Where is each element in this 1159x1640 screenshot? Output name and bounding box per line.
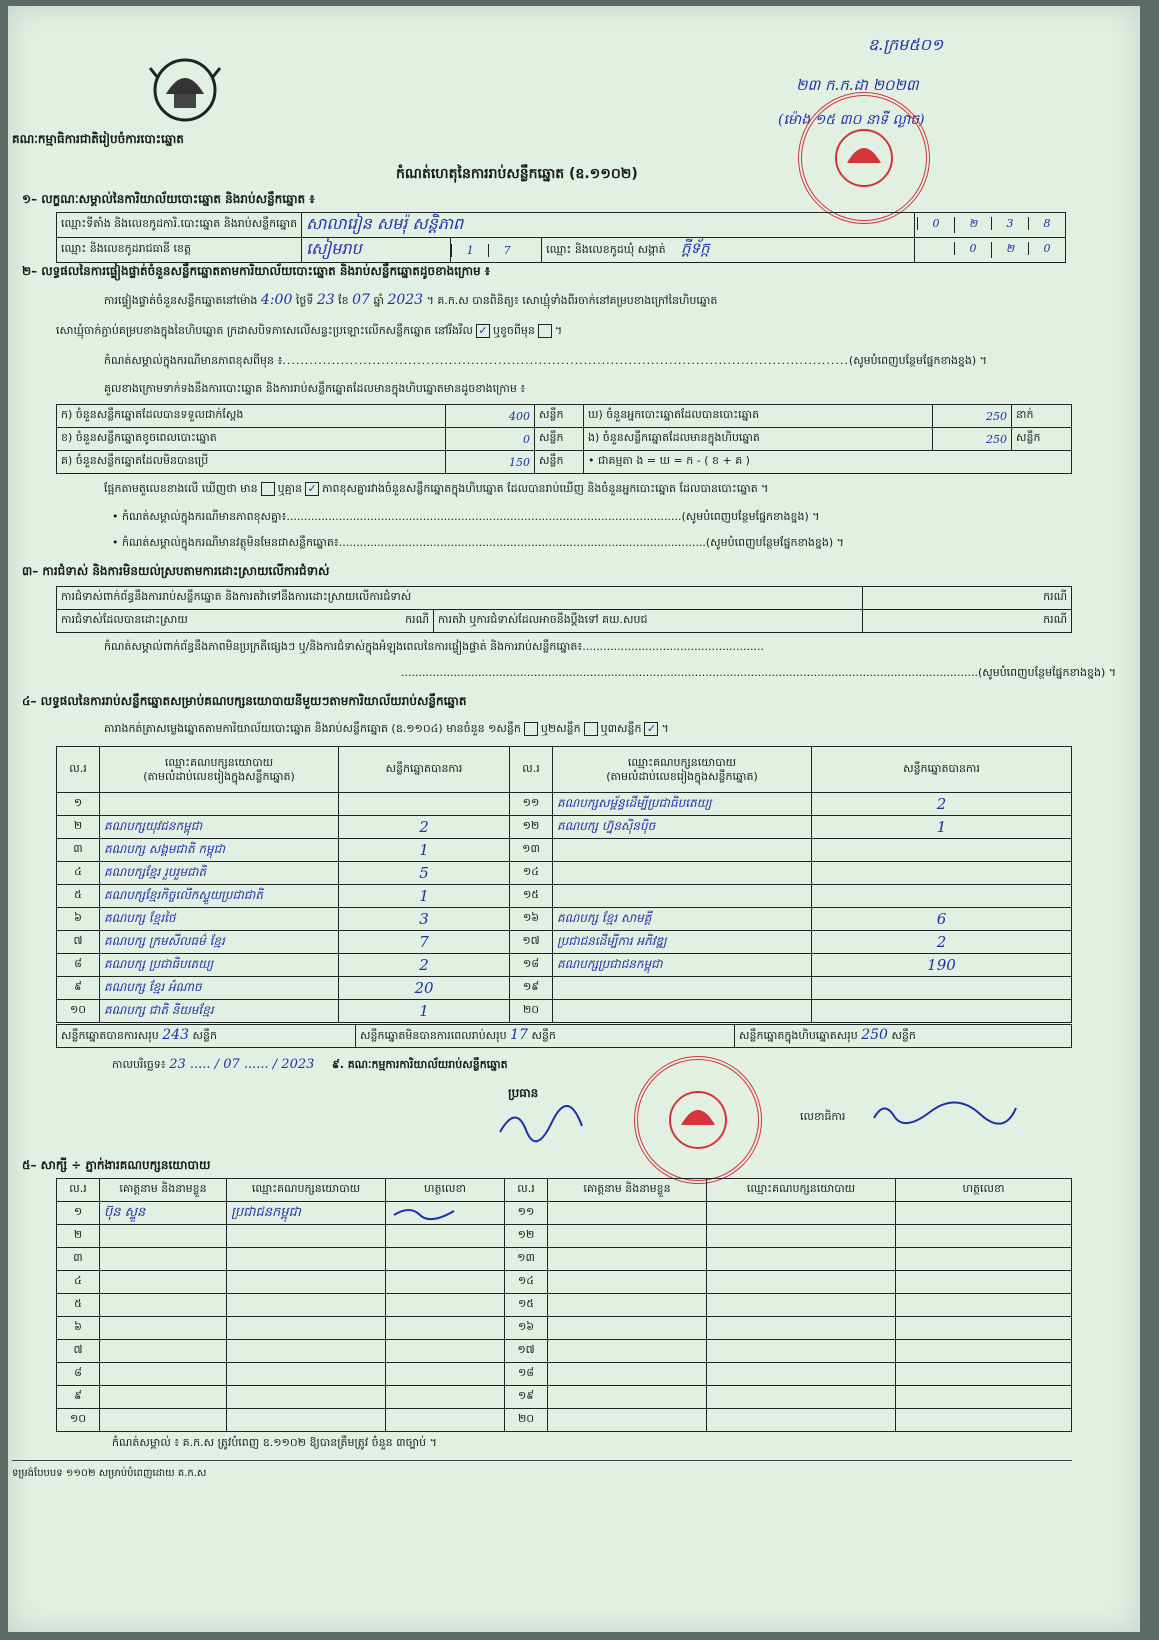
- note1: កំណត់សម្គាល់ក្នុងករណីមានភាពខុសពីមុន ៖..............................................................................................................................(សូមបំពេញបន្ថែមផ្នែកខាងខ្នង) ។: [104, 354, 987, 367]
- witness-name: [548, 1225, 707, 1248]
- party-votes: 2: [812, 793, 1072, 816]
- witness-signature: [896, 1340, 1072, 1363]
- table-row: [57, 793, 1072, 816]
- witness-name: [100, 1225, 227, 1248]
- box-count: 250: [933, 428, 1012, 451]
- bullet2: • កំណត់សម្គាល់ក្នុងករណីមានវត្ថុមិនមែនជាសន្លឹកឆ្នោត៖.........................................................................................................(សូមបំពេញបន្ថែមផ្នែកខាងខ្នង) ។: [112, 536, 844, 549]
- witness-name: [548, 1317, 707, 1340]
- table-row: [57, 839, 1072, 862]
- party-votes: 1: [339, 885, 510, 908]
- witness-signature: [896, 1317, 1072, 1340]
- received-date: ២៣ ក.ក.ដា ២០២៣: [796, 76, 919, 94]
- party-votes: 190: [812, 954, 1072, 977]
- witness-party: [227, 1294, 386, 1317]
- section3-tail: .....................................................................................................................................................................(សូមបំពេញបន្ថែមផ្នែកខាងខ្នង) ។: [401, 666, 1116, 679]
- party-name: [553, 839, 812, 862]
- emblem-logo: [146, 54, 224, 128]
- row-number: ១០: [57, 1409, 100, 1432]
- difference-no-checkbox: ✓: [305, 482, 319, 496]
- witness-name: [548, 1271, 707, 1294]
- verification-paragraph: ការផ្ទៀងផ្ទាត់ចំនួនសន្លឹកឆ្នោតនៅម៉ោង 4:00 ថ្ងៃទី 23 ខែ 07 ឆ្នាំ 2023 ។ គ.ក.ស បានពិនិត្យ៖ សោឃ្មុំទាំងពីរចាក់នៅគម្របខាងក្រៅនៃហិបឆ្នោត: [104, 292, 718, 308]
- signed-date: 23 ..... / 07 ...... / 2023: [169, 1057, 315, 1072]
- box-total: 250: [861, 1027, 888, 1043]
- row-number: ១៣: [510, 839, 553, 862]
- witness-party: [227, 1386, 386, 1409]
- chair-signature: [496, 1104, 586, 1144]
- party-name: គណបក្ស ហ្វ៊ុនស៊ិនប៉ិច: [553, 816, 812, 839]
- witness-signature: [896, 1409, 1072, 1432]
- party-votes: 2: [812, 931, 1072, 954]
- date-line: កាលបរិច្ឆេទ៖ 23 ..... / 07 ...... / 2023 ៩. គណៈកម្មការការិយាល័យរាប់សន្លឹកឆ្នោត: [112, 1057, 508, 1072]
- row-number: ២: [57, 816, 100, 839]
- witness-signature: [896, 1225, 1072, 1248]
- witness-name: [100, 1340, 227, 1363]
- witness-party: [227, 1317, 386, 1340]
- sheet-count-line: តារាងកត់ត្រាសម្លេងឆ្នោតតាមការិយាល័យបោះឆ្នោត និងរាប់សន្លឹកឆ្នោត (ឧ.១១០៤) មានចំនួន ១សន្លឹក ឬ២សន្លឹក ឬ៣សន្លឹក ✓ ។: [104, 722, 669, 735]
- witness-signature: [896, 1271, 1072, 1294]
- row-number: ៣: [57, 839, 100, 862]
- count-day: 23: [316, 292, 335, 308]
- party-name: [553, 977, 812, 1000]
- table-row: [57, 1294, 1072, 1317]
- seal-intact-checkbox: ✓: [476, 324, 490, 338]
- party-name: គណបក្ស ខ្មែរ សាមគ្គី: [553, 908, 812, 931]
- witness-name: [548, 1386, 707, 1409]
- table-row: [57, 862, 1072, 885]
- party-votes: [812, 885, 1072, 908]
- witness-name: [548, 1363, 707, 1386]
- location-label: ឈ្មោះទីតាំង និងលេខកូដការិ.បោះឆ្នោត និងរាប់សន្លឹកឆ្នោត: [57, 213, 302, 238]
- witness-name: [548, 1294, 707, 1317]
- province-label: ឈ្មោះ និងលេខកូដរាជធានី ខេត្ត: [57, 238, 302, 263]
- row-number: ១២: [510, 816, 553, 839]
- party-votes: [812, 839, 1072, 862]
- committee-name: គណៈកម្មាធិការជាតិរៀបចំការបោះឆ្នោត: [12, 132, 184, 146]
- witness-name: [100, 1271, 227, 1294]
- row-number: ៧: [57, 1340, 100, 1363]
- table-row: [57, 1248, 1072, 1271]
- witness-signature: [386, 1271, 505, 1294]
- ballot-count-table: [56, 404, 1072, 474]
- witness-party: [227, 1271, 386, 1294]
- table-row: [57, 1317, 1072, 1340]
- party-votes: 1: [339, 1000, 510, 1023]
- section2-heading: ២– លទ្ធផលនៃការផ្ទៀងផ្ទាត់ចំនួនសន្លឹកឆ្នោតតាមការិយាល័យបោះឆ្នោត និងរាប់សន្លឹកឆ្នោតដូចខាងក្រោម ៖: [22, 264, 491, 278]
- witness-name: [100, 1317, 227, 1340]
- witness-name: [548, 1340, 707, 1363]
- row-number: ១០: [57, 1000, 100, 1023]
- received-count: 400: [446, 405, 535, 428]
- section4-heading: ៤– លទ្ធផលនៃការរាប់សន្លឹកឆ្នោតសម្រាប់គណបក្សនយោបាយនីមួយៗតាមការិយាល័យរាប់សន្លឹកឆ្នោត: [22, 694, 467, 708]
- row-number: ១៤: [505, 1271, 548, 1294]
- row-number: ១៣: [505, 1248, 548, 1271]
- witness-name: ប៊ុន ស្ទួន: [100, 1202, 227, 1225]
- official-stamp-top: [798, 92, 930, 224]
- witness-party: [707, 1340, 896, 1363]
- row-number: ៦: [57, 908, 100, 931]
- intro-line: គួលខាងក្រោមទាក់ទងនឹងការបោះឆ្នោត និងការរាប់សន្លឹកឆ្នោតដែលមានក្នុងហិបឆ្នោតមានដូចខាងក្រោម ៖: [104, 382, 526, 395]
- row-number: ៩: [57, 1386, 100, 1409]
- witness-party: [707, 1225, 896, 1248]
- table-row: [57, 1363, 1072, 1386]
- witness-signature: [386, 1248, 505, 1271]
- witness-name: [548, 1248, 707, 1271]
- province-code: 1 7: [451, 238, 542, 263]
- two-sheet-checkbox: [584, 722, 598, 736]
- voters-count: 250: [933, 405, 1012, 428]
- witness-party: ប្រជាជនកម្ពុជា: [227, 1202, 386, 1225]
- witness-name: [100, 1409, 227, 1432]
- witness-name: [100, 1386, 227, 1409]
- witness-name: [100, 1363, 227, 1386]
- witness-party: [227, 1225, 386, 1248]
- row-number: ២០: [505, 1409, 548, 1432]
- row-number: ៧: [57, 931, 100, 954]
- difference-yes-checkbox: [261, 482, 275, 496]
- witness-party: [707, 1271, 896, 1294]
- witness-party: [707, 1294, 896, 1317]
- party-votes: 20: [339, 977, 510, 1000]
- row-number: ១៧: [505, 1340, 548, 1363]
- witness-party: [227, 1248, 386, 1271]
- party-name: គណបក្សខ្មែរ រួបរួមជាតិ: [100, 862, 339, 885]
- seal-paragraph: សោឃ្មុំចាក់ភ្ជាប់គម្របខាងក្នុងនៃហិបឆ្នោត ក្រដាសបិទភាសេលើសន្ទះប្រឡោះលើកសន្លឹកឆ្នោត នៅរឹងរឹល ✓ ឬខូចពីមុន ។: [56, 324, 563, 337]
- witness-signature: [896, 1363, 1072, 1386]
- party-votes: 2: [339, 954, 510, 977]
- party-votes: [812, 862, 1072, 885]
- witness-signature: [386, 1363, 505, 1386]
- witness-table: ល.រ គោត្តនាម និងនាមខ្លួន ឈ្មោះគណបក្សនយោបាយ ហត្ថលេខា ល.រ គោត្តនាម និងនាមខ្លួន ឈ្មោះគណបក្សនយោបាយ ហត្ថលេខា ១ ប៊ុន ស្ទួន ប្រជាជនកម្ពុជា ១១ ២ ១២ ៣ ១៣ ៤ ១៤ ៥ ១៥ ៦ ១៦ ៧ ១៧ ៨ ១៨ ៩ ១៩ ១០ ២០: [56, 1178, 1072, 1432]
- row-number: ១២: [505, 1225, 548, 1248]
- row-number: ២: [57, 1225, 100, 1248]
- seal-broken-checkbox: [538, 324, 552, 338]
- witness-signature: [386, 1202, 505, 1225]
- party-name: គណបក្ស ខ្មែរថៃ: [100, 908, 339, 931]
- party-votes: 7: [339, 931, 510, 954]
- table-row: គ) ចំនួនសន្លឹកឆ្នោតដែលមិនបានប្រើ 150 សន្លឹក • ជាគម្មតា ង = ឃ = ក - ( ខ + គ ): [57, 451, 1072, 474]
- table-row: [57, 1340, 1072, 1363]
- witness-signature: [386, 1317, 505, 1340]
- party-votes: [339, 793, 510, 816]
- party-name: គណបក្ស ក្រមសីលធម៌ ខ្មែរ: [100, 931, 339, 954]
- secretary-signature: [870, 1096, 1020, 1130]
- witness-name: [100, 1248, 227, 1271]
- row-number: ១៩: [505, 1386, 548, 1409]
- table-row: [57, 1000, 1072, 1023]
- chair-label: ប្រធាន: [508, 1086, 539, 1100]
- table-row: [57, 908, 1072, 931]
- commune-code: 0 ២ 0: [915, 238, 1066, 263]
- witness-party: [227, 1340, 386, 1363]
- row-number: ១: [57, 793, 100, 816]
- valid-total: 243: [162, 1027, 189, 1043]
- witness-party: [227, 1409, 386, 1432]
- party-votes: 1: [812, 816, 1072, 839]
- row-number: ៦: [57, 1317, 100, 1340]
- witness-signature: [386, 1294, 505, 1317]
- witness-signature: [896, 1248, 1072, 1271]
- count-month: 07: [352, 292, 370, 308]
- row-number: ៥: [57, 1294, 100, 1317]
- party-name: គណបក្សសម្ព័ន្ធដើម្បីប្រជាធិបតេយ្យ: [553, 793, 812, 816]
- row-number: ១៥: [505, 1294, 548, 1317]
- party-name: គណបក្សយុវជនកម្ពុជា: [100, 816, 339, 839]
- section3-note: កំណត់សម្គាល់ពាក់ព័ន្ធនឹងភាពមិនប្រក្រតីផ្សេងៗ ឬ/និងការជំទាស់ក្នុងអំឡុងពេលនៃការផ្ទៀងផ្ទាត់ និងការរាប់សន្លឹកឆ្នោត៖....................................................: [104, 640, 765, 653]
- spoiled-count: 0: [446, 428, 535, 451]
- party-name: គណបក្ស ខ្មែរ អំណាច: [100, 977, 339, 1000]
- table-row: ក) ចំនួនសន្លឹកឆ្នោតដែលបានទទួលជាក់ស្តែង 400 សន្លឹក ឃ) ចំនួនអ្នកបោះឆ្នោតដែលបានបោះឆ្នោត 250 នាក់: [57, 405, 1072, 428]
- witness-signature: [386, 1409, 505, 1432]
- results-table: ល.រ ឈ្មោះគណបក្សនយោបាយ (តាមលំដាប់លេខរៀងក្នុងសន្លឹកឆ្នោត) សន្លឹកឆ្នោតបានការ ល.រ ឈ្មោះគណបក្សនយោបាយ (តាមលំដាប់លេខរៀងក្នុងសន្លឹកឆ្នោត) សន្លឹកឆ្នោតបានការ ១ ១១ គណបក្សសម្ព័ន្ធដើម្បីប្រជាធិបតេយ្យ 2 ២ គណបក្សយុវជនកម្ពុជា 2 ១២ គណបក្ស ហ្វ៊ុនស៊ិនប៉ិច 1 ៣ គណបក្ស សង្គមជាតិ កម្ពុជា 1 ១៣ ៤ គណបក្សខ្មែរ រួបរួមជាតិ 5 ១៤ ៥ គណបក្សខ្មែរកិច្ចលើកស្ទួយប្រជាជាតិ 1 ១៥ ៦ គណបក្ស ខ្មែរថៃ 3 ១៦ គណបក្ស ខ្មែរ សាមគ្គី 6 ៧ គណបក្ស ក្រមសីលធម៌ ខ្មែរ 7 ១៧ ប្រជាជនដើម្បីការ អភិវឌ្ឍ 2 ៨ គណបក្ស ប្រជាធិបតេយ្យ 2 ១៨ គណបក្សប្រជាជនកម្ពុជា 190 ៩ គណបក្ស ខ្មែរ អំណាច 20 ១៩ ១០ គណបក្ស ជាតិ និយមខ្មែរ 1 ២០: [56, 746, 1072, 1023]
- table-row: [57, 1271, 1072, 1294]
- table-row: [57, 977, 1072, 1000]
- footnote: កំណត់សម្គាល់ ៖ គ.ក.ស ត្រូវបំពេញ ឧ.១១០២ ឱ្យបានត្រឹមត្រូវ ចំនួន ៣ច្បាប់ ។: [112, 1436, 437, 1449]
- table-row: [57, 885, 1072, 908]
- form-footer: ទម្រង់បែបបទ ១១០២ សម្រាប់បំពេញដោយ គ.ក.ស: [12, 1468, 207, 1479]
- row-number: ១៩: [510, 977, 553, 1000]
- row-number: ១៤: [510, 862, 553, 885]
- row-number: ១១: [505, 1202, 548, 1225]
- row-number: ៥: [57, 885, 100, 908]
- table-row: [57, 1202, 1072, 1225]
- formula: • ជាគម្មតា ង = ឃ = ក - ( ខ + គ ): [584, 451, 1072, 474]
- section5-heading: ៥– សាក្សី ÷ ភ្នាក់ងារគណបក្សនយោបាយ: [22, 1158, 211, 1172]
- witness-party: [707, 1317, 896, 1340]
- comparison-line: ផ្អែកតាមតួលេខខាងលើ ឃើញថា មាន ឬគ្មាន ✓ ភាពខុសគ្នារវាងចំនួនសន្លឹកឆ្នោតក្នុងហិបឆ្នោត ដែលបានរាប់ឃើញ និងចំនួនអ្នកបោះឆ្នោត ដែលបានបោះឆ្នោត ។: [104, 482, 769, 495]
- witness-party: [707, 1386, 896, 1409]
- row-number: ៣: [57, 1248, 100, 1271]
- party-name: គណបក្សខ្មែរកិច្ចលើកស្ទួយប្រជាជាតិ: [100, 885, 339, 908]
- table-row: [57, 1409, 1072, 1432]
- party-votes: 1: [339, 839, 510, 862]
- totals-table: សន្លឹកឆ្នោតបានការសរុប 243 សន្លឹក សន្លឹកឆ្នោតមិនបានការពេលរាប់សរុប 17 សន្លឹក សន្លឹកឆ្នោតក្នុងហិបឆ្នោតសរុប 250 សន្លឹក: [56, 1024, 1072, 1048]
- table-row: ខ) ចំនួនសន្លឹកឆ្នោតខូចពេលបោះឆ្នោត 0 សន្លឹក ង) ចំនួនសន្លឹកឆ្នោតដែលមានក្នុងហិបឆ្នោត 250 សន្លឹក: [57, 428, 1072, 451]
- row-number: ១៧: [510, 931, 553, 954]
- witness-party: [707, 1409, 896, 1432]
- party-votes: [812, 977, 1072, 1000]
- location-table: [56, 212, 1066, 263]
- witness-name: [548, 1409, 707, 1432]
- received-time: (ម៉ោង ១៥ ៣០ នាទី ល្ងាច): [778, 112, 925, 128]
- row-number: ៤: [57, 862, 100, 885]
- objection-table: ការជំទាស់ពាក់ព័ន្ធនឹងការរាប់សន្លឹកឆ្នោត និងការតវ៉ាទៅនឹងការដោះស្រាយលើការជំទាស់ ករណី ការជំទាស់ដែលបានដោះស្រាយ ករណី ការតវ៉ា ឬការជំទាស់ដែលអាចនឹងប្តឹងទៅ គឃ.សបជ ករណី: [56, 586, 1072, 633]
- witness-signature: [386, 1225, 505, 1248]
- party-name: [553, 862, 812, 885]
- table-row: [57, 1225, 1072, 1248]
- witness-signature: [896, 1294, 1072, 1317]
- row-number: ៨: [57, 1363, 100, 1386]
- row-number: ១៥: [510, 885, 553, 908]
- witness-name: [100, 1294, 227, 1317]
- one-sheet-checkbox: [524, 722, 538, 736]
- bullet1: • កំណត់សម្គាល់ក្នុងករណីមានភាពខុសគ្នា៖.................................................................................................................(សូមបំពេញបន្ថែមផ្នែកខាងខ្នង) ។: [112, 510, 820, 523]
- party-name: [553, 885, 812, 908]
- section1-heading: ១– លក្ខណៈសម្គាល់នៃការិយាល័យបោះឆ្នោត និងរាប់សន្លឹកឆ្នោត ៖: [22, 192, 315, 206]
- witness-party: [227, 1363, 386, 1386]
- official-stamp-bottom: [634, 1056, 762, 1184]
- row-number: ៩: [57, 977, 100, 1000]
- row-number: ១៨: [505, 1363, 548, 1386]
- document-page: [8, 6, 1140, 1632]
- table-row: [57, 1386, 1072, 1409]
- party-name: [100, 793, 339, 816]
- province-value: សៀមរាប: [302, 238, 451, 263]
- invalid-total: 17: [510, 1027, 528, 1043]
- row-number: ១១: [510, 793, 553, 816]
- table-row: [57, 954, 1072, 977]
- party-name: គណបក្ស សង្គមជាតិ កម្ពុជា: [100, 839, 339, 862]
- row-number: ១៦: [510, 908, 553, 931]
- party-votes: 2: [339, 816, 510, 839]
- row-number: ៤: [57, 1271, 100, 1294]
- party-votes: 5: [339, 862, 510, 885]
- party-name: គណបក្ស ប្រជាធិបតេយ្យ: [100, 954, 339, 977]
- commune-value: ក្តីទ័ក្ក: [681, 239, 710, 257]
- divider: [12, 1460, 1072, 1461]
- witness-party: [707, 1363, 896, 1386]
- page-title: កំណត់ហេតុនៃការរាប់សន្លឹកឆ្នោត (ឧ.១១០២): [396, 166, 638, 182]
- row-number: ២០: [510, 1000, 553, 1023]
- section3-heading: ៣– ការជំទាស់ និងការមិនយល់ស្របតាមការដោះស្រាយលើការជំទាស់: [22, 564, 330, 578]
- witness-name: [548, 1202, 707, 1225]
- row-number: ១: [57, 1202, 100, 1225]
- row-number: ១៦: [505, 1317, 548, 1340]
- party-votes: 6: [812, 908, 1072, 931]
- row-number: ៨: [57, 954, 100, 977]
- row-number: ១៨: [510, 954, 553, 977]
- witness-party: [707, 1248, 896, 1271]
- witness-party: [707, 1202, 896, 1225]
- witness-signature: [896, 1386, 1072, 1409]
- three-sheet-checkbox: ✓: [644, 722, 658, 736]
- witness-signature: [386, 1340, 505, 1363]
- party-name: គណបក្ស ជាតិ និយមខ្មែរ: [100, 1000, 339, 1023]
- witness-signature: [386, 1386, 505, 1409]
- corner-note: ឧ.ក្រម៥០១: [868, 35, 944, 54]
- count-year: 2023: [387, 292, 424, 308]
- count-time: 4:00: [260, 292, 293, 308]
- party-name: គណបក្សប្រជាជនកម្ពុជា: [553, 954, 812, 977]
- table-row: [57, 816, 1072, 839]
- party-name: [553, 1000, 812, 1023]
- table-row: [57, 931, 1072, 954]
- secretary-label: លេខាធិការ: [800, 1110, 846, 1123]
- party-votes: [812, 1000, 1072, 1023]
- commune-cell: ឈ្មោះ និងលេខកូដឃុំ សង្កាត់ ក្តីទ័ក្ក: [542, 238, 915, 263]
- location-value: សាលារៀន សមរ៉ុ សន្តិភាព: [302, 213, 915, 238]
- party-votes: 3: [339, 908, 510, 931]
- party-name: ប្រជាជនដើម្បីការ អភិវឌ្ឍ: [553, 931, 812, 954]
- location-code: 0 ២ 3 8: [915, 213, 1066, 238]
- unused-count: 150: [446, 451, 535, 474]
- witness-signature: [896, 1202, 1072, 1225]
